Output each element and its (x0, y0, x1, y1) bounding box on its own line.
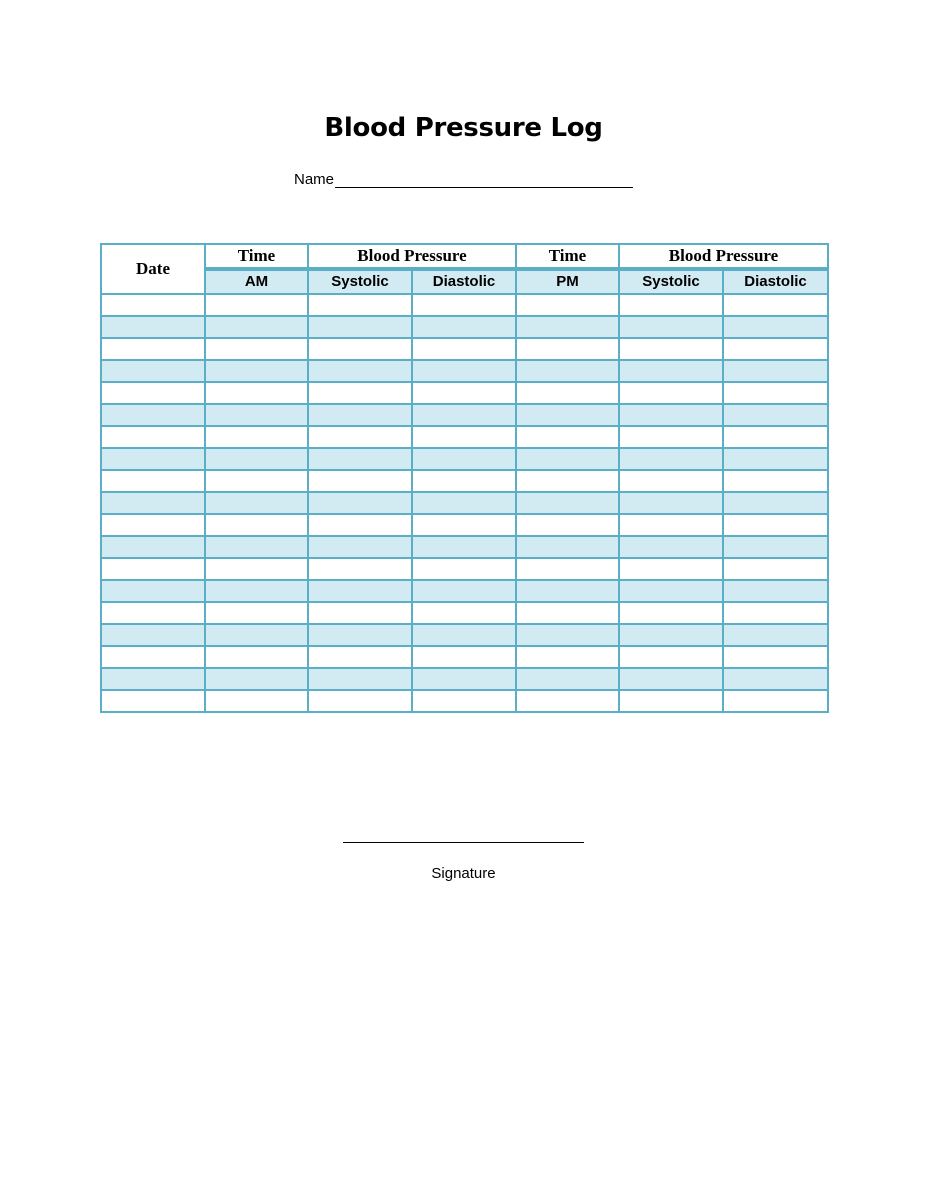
time-am-cell[interactable] (205, 382, 308, 404)
diastolic-am-cell[interactable] (412, 338, 516, 360)
diastolic-am-cell[interactable] (412, 602, 516, 624)
time-pm-cell[interactable] (516, 470, 619, 492)
systolic-am-cell[interactable] (308, 294, 412, 316)
date-cell[interactable] (101, 514, 205, 536)
diastolic-am-cell[interactable] (412, 470, 516, 492)
diastolic-am-cell[interactable] (412, 492, 516, 514)
diastolic-am-cell[interactable] (412, 668, 516, 690)
diastolic-am-cell[interactable] (412, 558, 516, 580)
systolic-pm-cell[interactable] (619, 558, 723, 580)
diastolic-pm-cell[interactable] (723, 470, 828, 492)
page-title: Blood Pressure Log (324, 113, 603, 143)
systolic-am-cell[interactable] (308, 470, 412, 492)
diastolic-am-cell[interactable] (412, 514, 516, 536)
table-row (101, 492, 828, 514)
time-am-cell[interactable] (205, 646, 308, 668)
time-am-cell[interactable] (205, 492, 308, 514)
systolic-pm-cell[interactable] (619, 294, 723, 316)
table-row (101, 690, 828, 712)
systolic-pm-cell[interactable] (619, 646, 723, 668)
table-row (101, 360, 828, 382)
diastolic-pm-cell[interactable] (723, 382, 828, 404)
table-row (101, 294, 828, 316)
diastolic-pm-cell[interactable] (723, 492, 828, 514)
systolic-pm-cell[interactable] (619, 338, 723, 360)
table-row (101, 580, 828, 602)
time-pm-cell[interactable] (516, 602, 619, 624)
signature-label: Signature (431, 865, 496, 882)
date-cell[interactable] (101, 426, 205, 448)
log-entries (101, 294, 828, 712)
systolic-am-cell[interactable] (308, 382, 412, 404)
time-am-cell[interactable] (205, 338, 308, 360)
time-am-cell[interactable] (205, 580, 308, 602)
date-cell[interactable] (101, 668, 205, 690)
time-am-cell[interactable] (205, 558, 308, 580)
diastolic-pm-cell[interactable] (723, 360, 828, 382)
systolic-am-cell[interactable] (308, 580, 412, 602)
table-row (101, 536, 828, 558)
diastolic-am-cell[interactable] (412, 690, 516, 712)
diastolic-am-cell[interactable] (412, 536, 516, 558)
date-cell[interactable] (101, 646, 205, 668)
time-am-cell[interactable] (205, 470, 308, 492)
date-cell[interactable] (101, 580, 205, 602)
date-cell[interactable] (101, 338, 205, 360)
date-cell[interactable] (101, 382, 205, 404)
systolic-pm-cell[interactable] (619, 668, 723, 690)
diastolic-am-cell[interactable] (412, 316, 516, 338)
date-cell[interactable] (101, 558, 205, 580)
systolic-am-cell[interactable] (308, 316, 412, 338)
table-row (101, 602, 828, 624)
diastolic-pm-cell[interactable] (723, 536, 828, 558)
time-am-cell[interactable] (205, 624, 308, 646)
diastolic-pm-cell[interactable] (723, 668, 828, 690)
table-row (101, 382, 828, 404)
systolic-pm-cell[interactable] (619, 426, 723, 448)
systolic-am-cell[interactable] (308, 602, 412, 624)
systolic-am-cell[interactable] (308, 690, 412, 712)
date-cell[interactable] (101, 536, 205, 558)
table-row (101, 338, 828, 360)
diastolic-pm-cell[interactable] (723, 602, 828, 624)
diastolic-am-cell[interactable] (412, 360, 516, 382)
diastolic-pm-cell[interactable] (723, 690, 828, 712)
date-cell[interactable] (101, 360, 205, 382)
systolic-pm-cell[interactable] (619, 360, 723, 382)
systolic-am-cell[interactable] (308, 338, 412, 360)
diastolic-pm-cell[interactable] (723, 426, 828, 448)
signature-line[interactable] (343, 842, 584, 843)
diastolic-pm-cell[interactable] (723, 294, 828, 316)
diastolic-am-cell[interactable] (412, 294, 516, 316)
systolic-am-cell[interactable] (308, 536, 412, 558)
date-cell[interactable] (101, 294, 205, 316)
time-pm-cell[interactable] (516, 558, 619, 580)
blood-pressure-log-table (100, 243, 829, 713)
name-underline[interactable] (335, 169, 633, 188)
time-pm-cell[interactable] (516, 448, 619, 470)
diastolic-pm-cell[interactable] (723, 624, 828, 646)
table-row (101, 558, 828, 580)
diastolic-am-cell[interactable] (412, 448, 516, 470)
time-pm-cell[interactable] (516, 580, 619, 602)
systolic-pm-cell[interactable] (619, 316, 723, 338)
table-row (101, 470, 828, 492)
header-am: AM (205, 269, 308, 294)
systolic-am-cell[interactable] (308, 624, 412, 646)
systolic-pm-cell[interactable] (619, 580, 723, 602)
systolic-pm-cell[interactable] (619, 602, 723, 624)
header-row-1 (101, 244, 828, 269)
time-am-cell[interactable] (205, 536, 308, 558)
date-cell[interactable] (101, 448, 205, 470)
systolic-pm-cell[interactable] (619, 690, 723, 712)
time-pm-cell[interactable] (516, 536, 619, 558)
time-am-cell[interactable] (205, 514, 308, 536)
time-pm-cell[interactable] (516, 646, 619, 668)
header-systolic-pm: Systolic (619, 269, 723, 294)
table-row (101, 646, 828, 668)
time-am-cell[interactable] (205, 404, 308, 426)
time-am-cell[interactable] (205, 602, 308, 624)
time-pm-cell[interactable] (516, 338, 619, 360)
systolic-am-cell[interactable] (308, 646, 412, 668)
time-pm-cell[interactable] (516, 382, 619, 404)
diastolic-pm-cell[interactable] (723, 646, 828, 668)
header-row-2 (101, 269, 828, 294)
time-am-cell[interactable] (205, 448, 308, 470)
systolic-am-cell[interactable] (308, 426, 412, 448)
systolic-am-cell[interactable] (308, 492, 412, 514)
systolic-pm-cell[interactable] (619, 492, 723, 514)
diastolic-am-cell[interactable] (412, 404, 516, 426)
systolic-pm-cell[interactable] (619, 624, 723, 646)
header-time-pm: Time (516, 244, 619, 269)
diastolic-am-cell[interactable] (412, 646, 516, 668)
table-row (101, 404, 828, 426)
diastolic-pm-cell[interactable] (723, 448, 828, 470)
table-row (101, 624, 828, 646)
time-pm-cell[interactable] (516, 294, 619, 316)
table-row (101, 514, 828, 536)
table-row (101, 668, 828, 690)
systolic-pm-cell[interactable] (619, 448, 723, 470)
diastolic-pm-cell[interactable] (723, 338, 828, 360)
time-am-cell[interactable] (205, 668, 308, 690)
time-pm-cell[interactable] (516, 668, 619, 690)
header-pm: PM (516, 269, 619, 294)
systolic-am-cell[interactable] (308, 514, 412, 536)
time-am-cell[interactable] (205, 690, 308, 712)
diastolic-am-cell[interactable] (412, 624, 516, 646)
systolic-am-cell[interactable] (308, 448, 412, 470)
time-pm-cell[interactable] (516, 316, 619, 338)
time-pm-cell[interactable] (516, 426, 619, 448)
systolic-am-cell[interactable] (308, 360, 412, 382)
diastolic-pm-cell[interactable] (723, 580, 828, 602)
systolic-pm-cell[interactable] (619, 514, 723, 536)
time-am-cell[interactable] (205, 294, 308, 316)
date-cell[interactable] (101, 492, 205, 514)
time-am-cell[interactable] (205, 426, 308, 448)
date-cell[interactable] (101, 316, 205, 338)
header-diastolic-am: Diastolic (412, 269, 516, 294)
header-diastolic-pm: Diastolic (723, 269, 828, 294)
systolic-pm-cell[interactable] (619, 382, 723, 404)
time-am-cell[interactable] (205, 316, 308, 338)
date-cell[interactable] (101, 602, 205, 624)
diastolic-am-cell[interactable] (412, 426, 516, 448)
diastolic-pm-cell[interactable] (723, 404, 828, 426)
systolic-am-cell[interactable] (308, 404, 412, 426)
name-field[interactable] (294, 166, 633, 188)
time-pm-cell[interactable] (516, 492, 619, 514)
systolic-am-cell[interactable] (308, 558, 412, 580)
systolic-am-cell[interactable] (308, 668, 412, 690)
header-time-am: Time (205, 244, 308, 269)
systolic-pm-cell[interactable] (619, 404, 723, 426)
header-blood-pressure-am: Blood Pressure (308, 244, 516, 269)
name-label: Name (294, 171, 335, 188)
systolic-pm-cell[interactable] (619, 470, 723, 492)
time-am-cell[interactable] (205, 360, 308, 382)
date-cell[interactable] (101, 624, 205, 646)
diastolic-pm-cell[interactable] (723, 514, 828, 536)
time-pm-cell[interactable] (516, 624, 619, 646)
time-pm-cell[interactable] (516, 404, 619, 426)
diastolic-pm-cell[interactable] (723, 316, 828, 338)
diastolic-am-cell[interactable] (412, 580, 516, 602)
table-row (101, 448, 828, 470)
table-row (101, 316, 828, 338)
time-pm-cell[interactable] (516, 514, 619, 536)
table-row (101, 426, 828, 448)
time-pm-cell[interactable] (516, 690, 619, 712)
header-date: Date (101, 244, 205, 294)
header-blood-pressure-pm: Blood Pressure (619, 244, 828, 269)
diastolic-am-cell[interactable] (412, 382, 516, 404)
header-systolic-am: Systolic (308, 269, 412, 294)
date-cell[interactable] (101, 470, 205, 492)
time-pm-cell[interactable] (516, 360, 619, 382)
systolic-pm-cell[interactable] (619, 536, 723, 558)
date-cell[interactable] (101, 690, 205, 712)
date-cell[interactable] (101, 404, 205, 426)
diastolic-pm-cell[interactable] (723, 558, 828, 580)
